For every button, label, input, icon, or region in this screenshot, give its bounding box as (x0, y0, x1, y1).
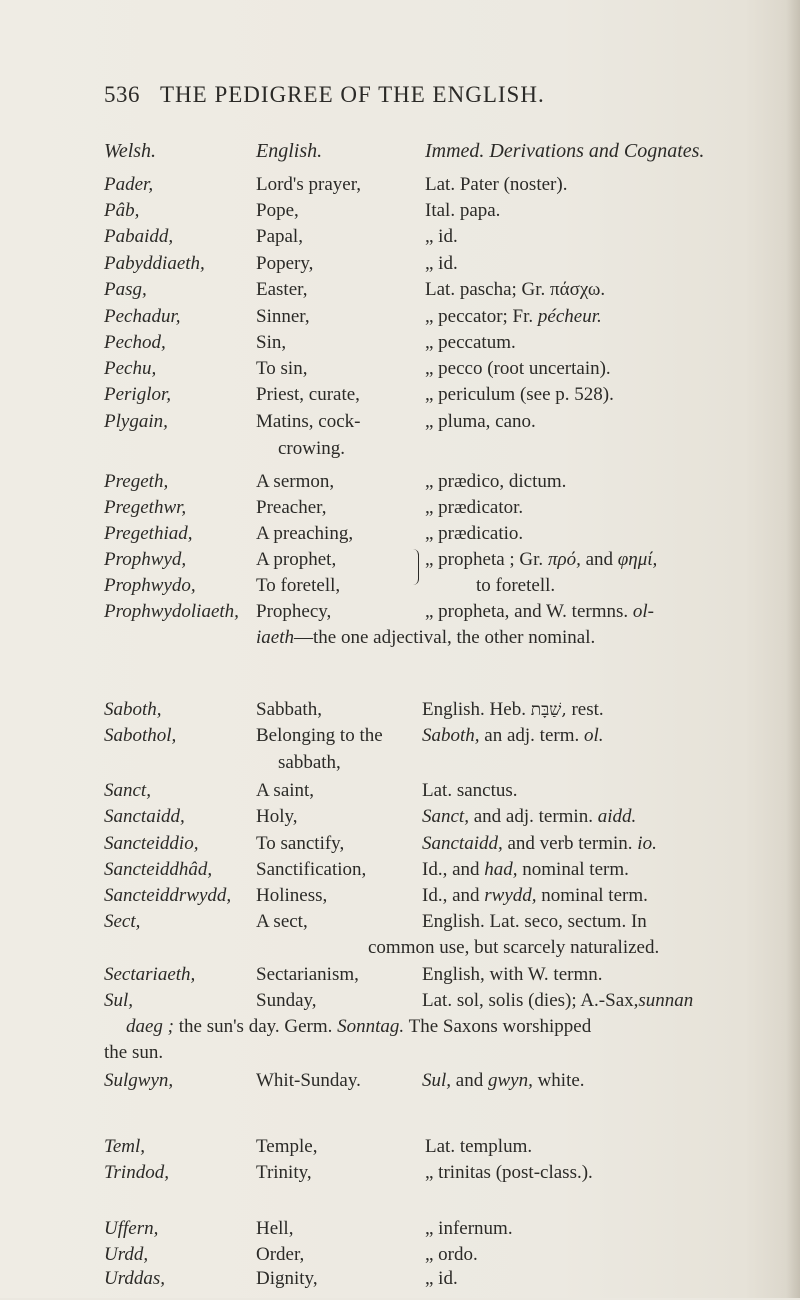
table-row (0, 1162, 800, 1194)
derivation: „ prædico, dictum. (425, 471, 567, 492)
welsh-word: Urdd, (104, 1244, 149, 1265)
derivation: „ pluma, cano. (425, 411, 536, 432)
table-row (0, 411, 800, 443)
english-word: Sunday, (256, 990, 317, 1011)
derivation: Lat. templum. (425, 1136, 533, 1157)
english-word: Holiness, (256, 885, 328, 906)
welsh-word: Pechod, (104, 332, 166, 353)
welsh-word: Sect, (104, 911, 141, 932)
english-word: A prophet, (256, 549, 337, 570)
derivation: English, with W. termn. (422, 964, 603, 985)
derivation-italic: Saboth, (422, 725, 480, 746)
derivation-text: nominal term. (541, 885, 648, 906)
derivation-italic: pécheur. (537, 306, 602, 327)
derivation-italic: Sanctaidd, (422, 833, 503, 854)
derivation-text: white. (537, 1070, 585, 1091)
english-word: Pope, (256, 200, 299, 221)
english-word: Hell, (256, 1218, 294, 1239)
welsh-word: Uffern, (104, 1218, 159, 1239)
derivation (422, 833, 657, 855)
derivation (425, 601, 654, 623)
derivation-italic: Sonntag. (337, 1016, 405, 1037)
welsh-word: Prophwydo, (104, 575, 196, 596)
hebrew-word: שַׁבָּת, (530, 700, 567, 720)
english-word: Sanctification, (256, 859, 367, 880)
english-word: Popery, (256, 253, 314, 274)
table-row (0, 1070, 800, 1102)
derivation-text: the sun's day. Germ. (178, 1016, 333, 1037)
derivation (422, 885, 648, 907)
english-word: Prophecy, (256, 601, 332, 622)
derivation (422, 725, 604, 747)
running-header (104, 82, 744, 112)
welsh-word: Sabothol, (104, 725, 177, 746)
derivation (422, 699, 604, 721)
english-word: Lord's prayer, (256, 174, 362, 195)
english-word: Sectarianism, (256, 964, 359, 985)
welsh-word: Teml, (104, 1136, 146, 1157)
derivation-italic: rwydd, (484, 885, 537, 906)
welsh-word: Prophwyd, (104, 549, 187, 570)
english-word: Sabbath, (256, 699, 322, 720)
derivation-continuation (256, 627, 595, 649)
welsh-word: Saboth, (104, 699, 162, 720)
welsh-word: Pader, (104, 174, 154, 195)
derivation (422, 859, 629, 881)
english-word: Papal, (256, 226, 303, 247)
welsh-word: Pregethwr, (104, 497, 187, 518)
derivation: Lat. pascha; Gr. πάσχω. (425, 279, 606, 300)
english-word: A preaching, (256, 523, 354, 544)
derivation-italic: iaeth (256, 627, 294, 648)
derivation-continuation: common use, but scarcely naturalized. (368, 937, 660, 958)
derivation: „ prædicator. (425, 497, 524, 518)
derivation: „ infernum. (425, 1218, 513, 1239)
page-title: THE PEDIGREE OF THE ENGLISH. (160, 82, 545, 107)
derivation-italic: gwyn, (487, 1070, 533, 1091)
welsh-word: Pechu, (104, 358, 157, 379)
page-number: 536 (104, 82, 140, 107)
english-word-continuation: sabbath, (278, 752, 341, 773)
derivation-italic: had, (484, 859, 518, 880)
derivation-text: „ propheta, and W. termns. (425, 601, 629, 622)
welsh-word: Pâb, (104, 200, 140, 221)
derivation: „ periculum (see p. 528). (425, 384, 614, 405)
derivation (425, 306, 602, 328)
derivation-italic: io. (637, 833, 657, 854)
english-word: Trinity, (256, 1162, 312, 1183)
derivation: „ prædicatio. (425, 523, 524, 544)
welsh-word: Urddas, (104, 1268, 166, 1289)
english-word: A sect, (256, 911, 308, 932)
derivation-italic: ol- (632, 601, 655, 622)
welsh-word: Sancteiddio, (104, 833, 199, 854)
english-word: To foretell, (256, 575, 341, 596)
welsh-word: Sul, (104, 990, 134, 1011)
english-word: Matins, cock- (256, 411, 361, 432)
derivation-italic: daeg ; (126, 1016, 175, 1037)
derivation-italic: φημί, (617, 549, 658, 570)
derivation (425, 549, 657, 571)
derivation: „ pecco (root uncertain). (425, 358, 611, 379)
welsh-word: Sancteiddhâd, (104, 859, 213, 880)
english-word: Holy, (256, 806, 298, 827)
derivation-italic: aidd. (597, 806, 637, 827)
welsh-word: Trindod, (104, 1162, 169, 1183)
derivation-italic: Sanct, (422, 806, 469, 827)
english-word: Whit-Sunday. (256, 1070, 361, 1091)
derivation-text: „ peccator; Fr. (425, 306, 534, 327)
derivation-text: and (585, 549, 614, 570)
welsh-word: Prophwydoliaeth, (104, 601, 239, 622)
welsh-word: Pabaidd, (104, 226, 174, 247)
welsh-word: Pregethiad, (104, 523, 193, 544)
welsh-word: Sulgwyn, (104, 1070, 174, 1091)
derivation-text: The Saxons worshipped (408, 1016, 592, 1037)
column-heading-derivations: Immed. Derivations and Cognates. (425, 140, 705, 162)
derivation-continuation (126, 1016, 591, 1038)
welsh-word: Plygain, (104, 411, 168, 432)
table-row (0, 1268, 800, 1300)
derivation-italic: ol. (584, 725, 604, 746)
derivation-text: „ propheta ; Gr. (425, 549, 544, 570)
welsh-word: Sectariaeth, (104, 964, 196, 985)
english-word: Belonging to the (256, 725, 383, 746)
english-word: A sermon, (256, 471, 335, 492)
welsh-word: Periglor, (104, 384, 172, 405)
derivation-text: —the one adjectival, the other nominal. (294, 627, 596, 648)
derivation (422, 1070, 585, 1092)
derivation-text: Lat. sol, solis (dies); A.-Sax, (422, 990, 639, 1011)
welsh-word: Sancteiddrwydd, (104, 885, 232, 906)
welsh-word: Pasg, (104, 279, 147, 300)
english-word: A saint, (256, 780, 315, 801)
english-word: Sin, (256, 332, 287, 353)
derivation-italic: sunnan (638, 990, 694, 1011)
derivation-continuation: the sun. (104, 1042, 164, 1063)
derivation (422, 806, 636, 828)
derivation: English. Lat. seco, sectum. In (422, 911, 647, 932)
derivation: „ id. (425, 1268, 458, 1289)
derivation-text: English. Heb. (422, 699, 526, 720)
table-row (0, 725, 800, 757)
welsh-word: Pregeth, (104, 471, 169, 492)
derivation-text: Id., and (422, 885, 480, 906)
derivation: Ital. papa. (425, 200, 501, 221)
derivation-text: and verb termin. (507, 833, 633, 854)
derivation-text: and (455, 1070, 484, 1091)
welsh-word: Pechadur, (104, 306, 181, 327)
english-word: Order, (256, 1244, 305, 1265)
english-word: Sinner, (256, 306, 310, 327)
english-word: To sin, (256, 358, 308, 379)
derivation (422, 990, 693, 1012)
derivation-italic: Sul, (422, 1070, 452, 1091)
derivation-text: nominal term. (522, 859, 629, 880)
derivation: „ id. (425, 253, 458, 274)
derivation-italic: πρό, (547, 549, 581, 570)
english-word: Temple, (256, 1136, 318, 1157)
welsh-word: Sanct, (104, 780, 151, 801)
derivation-text: and adj. termin. (473, 806, 593, 827)
english-word: To sanctify, (256, 833, 345, 854)
derivation: Lat. sanctus. (422, 780, 518, 801)
derivation: „ ordo. (425, 1244, 478, 1265)
derivation-text: Id., and (422, 859, 480, 880)
derivation: Lat. Pater (noster). (425, 174, 568, 195)
english-word: Dignity, (256, 1268, 318, 1289)
derivation: „ id. (425, 226, 458, 247)
column-heading-english: English. (256, 140, 323, 162)
derivation: „ peccatum. (425, 332, 516, 353)
english-word-continuation: crowing. (278, 438, 346, 459)
derivation-text: rest. (571, 699, 604, 720)
english-word: Priest, curate, (256, 384, 360, 405)
english-word: Preacher, (256, 497, 327, 518)
english-word: Easter, (256, 279, 308, 300)
welsh-word: Sanctaidd, (104, 806, 185, 827)
welsh-word: Pabyddiaeth, (104, 253, 205, 274)
derivation: „ trinitas (post-class.). (425, 1162, 593, 1183)
column-heading-welsh: Welsh. (104, 140, 157, 162)
derivation: to foretell. (476, 575, 556, 596)
derivation-text: an adj. term. (484, 725, 580, 746)
